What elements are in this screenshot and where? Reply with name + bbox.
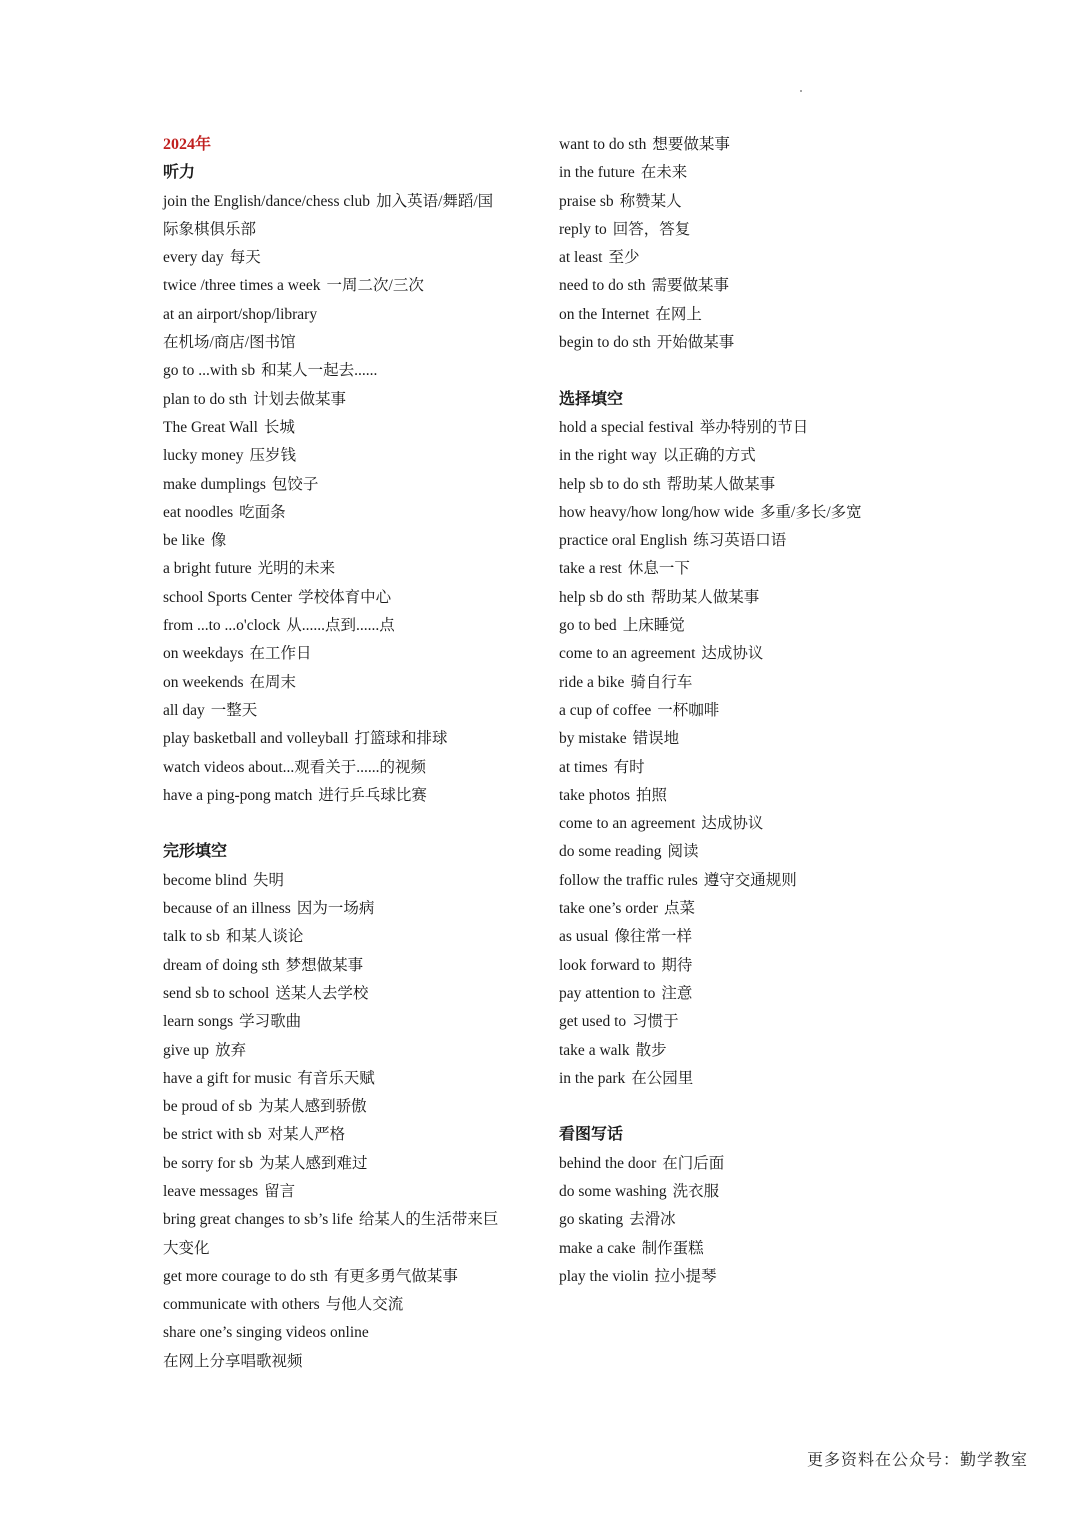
vocab-entry <box>163 555 563 583</box>
vocab-entry <box>559 272 899 300</box>
chinese-meaning: 拉小提琴 <box>654 1267 717 1285</box>
chinese-meaning: 和某人谈论 <box>225 928 304 946</box>
vocab-entry <box>559 1178 899 1206</box>
english-phrase: send sb to school <box>163 984 270 1002</box>
chinese-meaning: 在工作日 <box>249 645 312 663</box>
english-phrase: learn songs <box>163 1013 234 1031</box>
chinese-meaning: 达成协议 <box>701 645 764 663</box>
english-phrase: help sb to do sth <box>559 475 661 493</box>
chinese-meaning: 在未来 <box>640 164 688 182</box>
vocab-entry <box>163 244 563 272</box>
vocab-entry <box>559 1037 899 1065</box>
chinese-meaning: 进行乒乓球比赛 <box>318 786 427 804</box>
english-phrase: practice oral English <box>559 532 688 550</box>
vocab-entry <box>559 555 899 583</box>
english-phrase: share one’s singing videos online <box>163 1324 369 1342</box>
english-phrase: every day <box>163 249 224 267</box>
section-heading: 听力 <box>163 164 196 182</box>
english-phrase: because of an illness <box>163 900 291 918</box>
english-phrase: get used to <box>559 1013 627 1031</box>
chinese-meaning: 因为一场病 <box>296 900 375 918</box>
section-heading: 看图写话 <box>559 1126 624 1144</box>
vocab-entry <box>163 1235 563 1263</box>
chinese-meaning: 给某人的生活带来巨 <box>358 1211 499 1229</box>
vocab-entry <box>163 188 563 216</box>
vocab-entry <box>163 725 563 753</box>
vocab-entry <box>559 838 899 866</box>
vocab-entry <box>163 782 563 810</box>
chinese-meaning: 一杯咖啡 <box>657 701 720 719</box>
chinese-meaning: 每天 <box>229 249 261 267</box>
vocab-entry <box>559 1065 899 1093</box>
english-phrase: lucky money <box>163 447 244 465</box>
vocab-entry <box>559 923 899 951</box>
english-phrase: hold a special festival <box>559 418 694 436</box>
chinese-meaning: 练习英语口语 <box>693 532 787 550</box>
chinese-meaning: 在网上分享唱歌视频 <box>163 1352 303 1370</box>
chinese-meaning: 有更多勇气做某事 <box>333 1267 458 1285</box>
vocab-entry <box>163 754 563 782</box>
vocab-entry <box>163 471 563 499</box>
vocab-entry <box>163 1348 563 1376</box>
english-phrase: dream of doing sth <box>163 956 280 974</box>
vocab-entry <box>163 640 563 668</box>
english-phrase: take one’s order <box>559 900 658 918</box>
chinese-meaning: 帮助某人做某事 <box>666 475 776 493</box>
chinese-meaning: 包饺子 <box>271 475 319 493</box>
english-phrase: join the English/dance/chess club <box>163 192 371 210</box>
english-phrase: have a ping-pong match <box>163 786 313 804</box>
english-phrase: have a gift for music <box>163 1069 292 1087</box>
vocab-entry <box>559 952 899 980</box>
chinese-meaning: 光明的未来 <box>257 560 336 578</box>
chinese-meaning: 骑自行车 <box>630 673 693 691</box>
english-phrase: be like <box>163 532 205 550</box>
english-phrase: give up <box>163 1041 210 1059</box>
english-phrase: a cup of coffee <box>559 701 652 719</box>
vocab-entry <box>559 527 899 555</box>
chinese-meaning: 对某人严格 <box>267 1126 346 1144</box>
english-phrase: plan to do sth <box>163 390 247 408</box>
vocab-entry <box>163 669 563 697</box>
footer-note: 更多资料在公众号：勤学教室 <box>806 1450 1028 1469</box>
chinese-meaning: 阅读 <box>667 843 699 861</box>
vocab-entry <box>163 329 563 357</box>
vocab-entry <box>163 895 563 923</box>
chinese-meaning: 习惯于 <box>632 1013 679 1031</box>
chinese-meaning: 与他人交流 <box>325 1296 404 1314</box>
english-phrase: as usual <box>559 928 609 946</box>
vocab-entry <box>559 612 899 640</box>
chinese-meaning: 从......点到......点 <box>286 617 395 635</box>
chinese-meaning: 有音乐天赋 <box>297 1069 375 1087</box>
vocab-entry <box>163 612 563 640</box>
section-spacer <box>559 357 899 385</box>
english-phrase: take photos <box>559 786 631 804</box>
english-phrase: on weekdays <box>163 645 244 663</box>
english-phrase: from ...to ...o'clock <box>163 617 281 635</box>
english-phrase: need to do sth <box>559 277 646 295</box>
vocab-entry <box>559 584 899 612</box>
chinese-meaning: 计划去做某事 <box>252 390 346 408</box>
english-phrase: do some reading <box>559 843 662 861</box>
chinese-meaning: 点菜 <box>664 900 696 918</box>
vocab-entry <box>163 216 563 244</box>
english-phrase: go to bed <box>559 617 617 635</box>
english-phrase: in the future <box>559 164 635 182</box>
vocab-entry <box>559 216 899 244</box>
vocab-entry <box>559 980 899 1008</box>
english-phrase: praise sb <box>559 192 614 210</box>
chinese-meaning: 打篮球和排球 <box>354 730 448 748</box>
vocab-entry <box>559 329 899 357</box>
chinese-meaning: 在机场/商店/图书馆 <box>163 334 296 352</box>
vocab-entry <box>163 527 563 555</box>
vocab-entry <box>163 1319 563 1347</box>
english-phrase: go skating <box>559 1211 624 1229</box>
chinese-meaning: 在门后面 <box>662 1154 725 1172</box>
english-phrase: by mistake <box>559 730 627 748</box>
chinese-meaning: 洗衣服 <box>672 1182 720 1200</box>
section-spacer <box>163 810 563 838</box>
vocab-entry <box>163 1263 563 1291</box>
chinese-meaning: 大变化 <box>163 1239 210 1257</box>
section-heading: 完形填空 <box>163 843 228 861</box>
english-phrase: reply to <box>559 220 607 238</box>
chinese-meaning: 际象棋俱乐部 <box>163 220 257 238</box>
vocab-entry <box>559 244 899 272</box>
chinese-meaning: 一周二次/三次 <box>326 277 424 295</box>
chinese-meaning: 压岁钱 <box>249 447 297 465</box>
vocab-entry <box>559 1150 899 1178</box>
vocab-entry <box>163 1065 563 1093</box>
chinese-meaning: 多重/多长/多宽 <box>760 503 862 521</box>
vocab-entry <box>163 1008 563 1036</box>
vocab-entry <box>163 499 563 527</box>
english-phrase: be proud of sb <box>163 1098 253 1116</box>
english-phrase: get more courage to do sth <box>163 1267 328 1285</box>
chinese-meaning: 在公园里 <box>631 1069 694 1087</box>
chinese-meaning: 放弃 <box>215 1041 247 1059</box>
chinese-meaning: 在网上 <box>655 305 702 323</box>
vocab-entry <box>559 669 899 697</box>
vocab-entry <box>163 442 563 470</box>
english-phrase: at an airport/shop/library <box>163 305 318 323</box>
english-phrase: at least <box>559 249 603 267</box>
english-phrase: a bright future <box>163 560 252 578</box>
english-phrase: begin to do sth <box>559 334 651 352</box>
vocab-entry <box>559 1008 899 1036</box>
chinese-meaning: 长城 <box>263 418 295 436</box>
chinese-meaning: 像 <box>210 532 227 550</box>
left-column <box>163 131 563 1376</box>
chinese-meaning: 吃面条 <box>239 503 286 521</box>
chinese-meaning: 加入英语/舞蹈/国 <box>376 192 494 210</box>
vocab-entry <box>559 1263 899 1291</box>
english-phrase: be strict with sb <box>163 1126 262 1144</box>
chinese-meaning: 开始做某事 <box>656 334 735 352</box>
vocab-entry <box>559 499 899 527</box>
chinese-meaning: 至少 <box>608 249 640 267</box>
chinese-meaning: 错误地 <box>632 730 680 748</box>
chinese-meaning: 一整天 <box>210 701 258 719</box>
vocab-entry <box>559 640 899 668</box>
chinese-meaning: 学习歌曲 <box>239 1013 302 1031</box>
vocab-entry <box>163 697 563 725</box>
vocab-entry <box>559 810 899 838</box>
english-phrase: in the park <box>559 1069 626 1087</box>
english-phrase: be sorry for sb <box>163 1154 253 1172</box>
vocab-entry <box>163 1037 563 1065</box>
right-column <box>559 131 899 1291</box>
vocab-entry <box>559 725 899 753</box>
chinese-meaning: 回答，答复 <box>612 220 691 238</box>
vocab-entry <box>163 952 563 980</box>
vocab-entry <box>559 1206 899 1234</box>
vocab-entry <box>559 867 899 895</box>
english-phrase: in the right way <box>559 447 657 465</box>
vocab-entry <box>163 1206 563 1234</box>
vocab-entry <box>163 1178 563 1206</box>
english-phrase: at times <box>559 758 608 776</box>
chinese-meaning: 制作蛋糕 <box>641 1239 704 1257</box>
english-phrase: on weekends <box>163 673 244 691</box>
english-phrase: all day <box>163 701 205 719</box>
chinese-meaning: 梦想做某事 <box>285 956 364 974</box>
english-phrase: follow the traffic rules <box>559 871 698 889</box>
vocab-entry <box>163 1291 563 1319</box>
vocab-entry <box>559 471 899 499</box>
english-phrase: eat noodles <box>163 503 234 521</box>
english-phrase: help sb do sth <box>559 588 645 606</box>
english-phrase: behind the door <box>559 1154 657 1172</box>
vocab-entry <box>559 1235 899 1263</box>
vocab-entry <box>559 414 899 442</box>
vocab-entry <box>559 131 899 159</box>
english-phrase: come to an agreement <box>559 815 696 833</box>
english-phrase: play the violin <box>559 1267 649 1285</box>
english-phrase: twice /three times a week <box>163 277 321 295</box>
english-phrase: want to do sth <box>559 136 647 153</box>
chinese-meaning: 举办特别的节日 <box>699 418 809 436</box>
english-phrase: on the Internet <box>559 305 650 323</box>
chinese-meaning: 想要做某事 <box>652 136 730 153</box>
english-phrase: The Great Wall <box>163 418 258 436</box>
english-phrase: become blind <box>163 871 247 889</box>
vocab-entry <box>559 301 899 329</box>
vocab-entry <box>559 782 899 810</box>
section-spacer <box>559 1093 899 1121</box>
vocab-entry <box>163 1150 563 1178</box>
chinese-meaning: 以正确的方式 <box>662 447 756 465</box>
vocab-entry <box>559 188 899 216</box>
vocab-entry <box>163 357 563 385</box>
vocab-entry <box>163 1093 563 1121</box>
chinese-meaning: 像往常一样 <box>614 928 693 946</box>
chinese-meaning: 和某人一起去...... <box>261 362 378 380</box>
english-phrase: how heavy/how long/how wide <box>559 503 755 521</box>
vocab-entry <box>163 867 563 895</box>
chinese-meaning: 注意 <box>661 984 693 1002</box>
english-phrase: bring great changes to sb’s life <box>163 1211 353 1229</box>
english-phrase: make a cake <box>559 1239 636 1257</box>
vocab-entry <box>163 272 563 300</box>
vocab-entry <box>163 584 563 612</box>
chinese-meaning: 为某人感到骄傲 <box>258 1098 367 1116</box>
chinese-meaning: 帮助某人做某事 <box>650 588 760 606</box>
chinese-meaning: 上床睡觉 <box>622 617 685 635</box>
chinese-meaning: 休息一下 <box>627 560 690 578</box>
scan-speck <box>800 90 802 92</box>
chinese-meaning: 去滑冰 <box>629 1211 676 1229</box>
english-phrase: play basketball and volleyball <box>163 730 349 748</box>
english-phrase: make dumplings <box>163 475 266 493</box>
vocab-entry <box>559 159 899 187</box>
english-phrase: communicate with others <box>163 1296 320 1314</box>
chinese-meaning: 有时 <box>613 758 645 776</box>
english-phrase: do some washing <box>559 1182 667 1200</box>
english-phrase: come to an agreement <box>559 645 696 663</box>
chinese-meaning: 失明 <box>252 871 284 889</box>
vocab-entry <box>163 980 563 1008</box>
vocab-entry <box>559 442 899 470</box>
section-heading: 选择填空 <box>559 390 624 408</box>
chinese-meaning: 为某人感到难过 <box>258 1154 368 1172</box>
english-phrase: take a rest <box>559 560 622 578</box>
chinese-meaning: 期待 <box>661 956 693 974</box>
vocab-entry <box>559 697 899 725</box>
vocab-entry <box>163 386 563 414</box>
chinese-meaning: 散步 <box>635 1041 667 1059</box>
english-phrase: ride a bike <box>559 673 625 691</box>
vocab-entry <box>163 923 563 951</box>
chinese-meaning: 送某人去学校 <box>275 984 369 1002</box>
chinese-meaning: 需要做某事 <box>651 277 730 295</box>
chinese-meaning: 达成协议 <box>701 815 764 833</box>
chinese-meaning: 留言 <box>264 1182 296 1200</box>
vocab-entry <box>163 414 563 442</box>
english-phrase: leave messages <box>163 1182 259 1200</box>
chinese-meaning: 遵守交通规则 <box>703 871 797 889</box>
vocab-entry <box>163 1121 563 1149</box>
english-phrase: pay attention to <box>559 984 656 1002</box>
chinese-meaning: 称赞某人 <box>619 192 682 210</box>
english-phrase: go to ...with sb <box>163 362 256 380</box>
chinese-meaning: 在周末 <box>249 673 297 691</box>
chinese-meaning: 学校体育中心 <box>298 588 392 606</box>
english-phrase: take a walk <box>559 1041 630 1059</box>
english-phrase: school Sports Center <box>163 588 293 606</box>
vocab-entry <box>559 754 899 782</box>
chinese-meaning: 拍照 <box>636 786 668 804</box>
english-phrase: talk to sb <box>163 928 220 946</box>
year-title: 2024年 <box>163 136 212 153</box>
english-phrase: watch videos about...观看关于......的视频 <box>163 758 427 776</box>
english-phrase: look forward to <box>559 956 656 974</box>
vocab-entry <box>163 301 563 329</box>
vocab-entry <box>559 895 899 923</box>
